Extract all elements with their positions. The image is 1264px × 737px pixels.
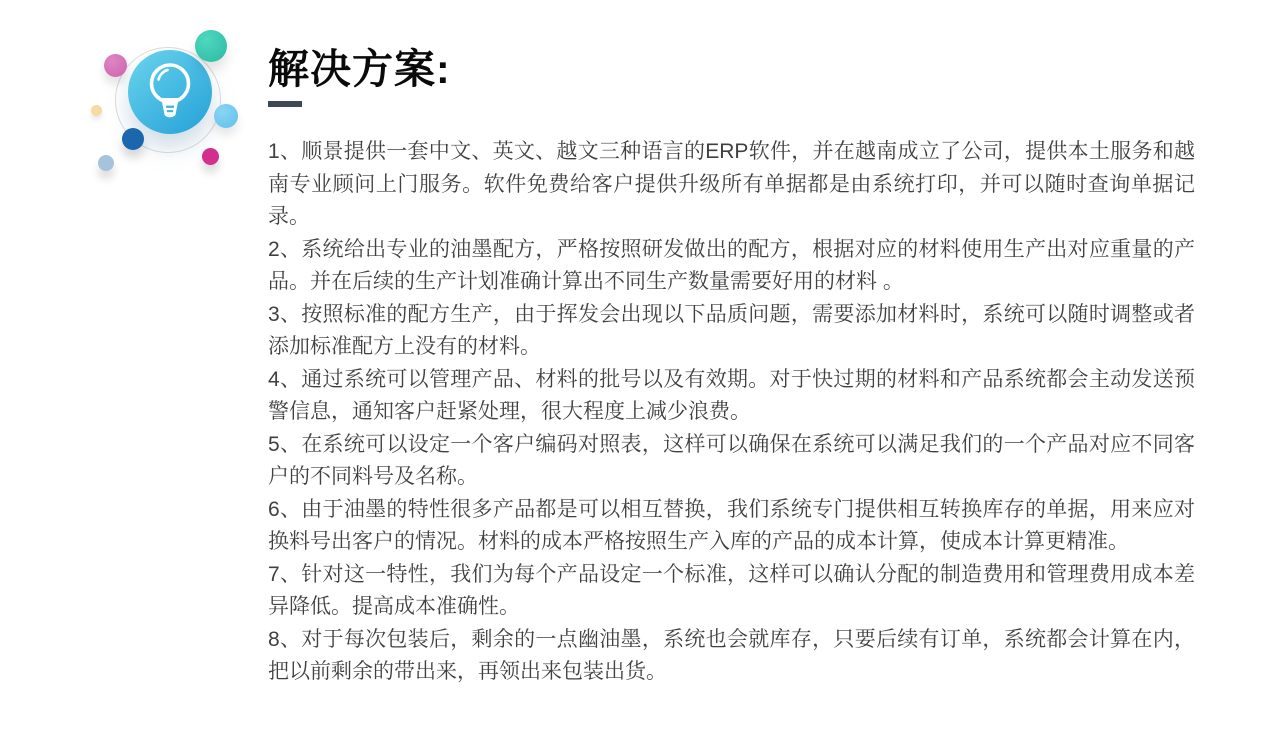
cream-dot: [91, 105, 102, 116]
dark-blue-dot: [122, 128, 144, 150]
teal-dot: [195, 30, 227, 62]
page-title: 解决方案:: [268, 46, 451, 92]
solution-item-3: 3、按照标准的配方生产，由于挥发会出现以下品质问题，需要添加材料时，系统可以随时调整或者添加标准配方上没有的材料。: [268, 302, 1195, 358]
solution-item-5: 5、在系统可以设定一个客户编码对照表，这样可以确保在系统可以满足我们的一个产品对应不同客户的不同料号及名称。: [268, 432, 1195, 488]
lightbulb-circle: [128, 50, 212, 134]
magenta-dot: [202, 148, 219, 165]
solution-item-4: 4、通过系统可以管理产品、材料的批号以及有效期。对于快过期的材料和产品系统都会主动发送预警信息，通知客户赶紧处理，很大程度上减少浪费。: [268, 367, 1195, 423]
steel-blue-dot: [98, 155, 114, 171]
title-underline: [268, 101, 302, 107]
pink-dot: [104, 54, 127, 77]
solution-list: [268, 136, 1195, 689]
solution-item-6: 6、由于油墨的特性很多产品都是可以相互替换，我们系统专门提供相互转换库存的单据，用来应对换料号出客户的情况。材料的成本严格按照生产入库的产品的成本计算，使成本计算更精准。: [268, 497, 1195, 553]
solution-content: [268, 46, 1195, 689]
solution-item-7: 7、针对这一特性，我们为每个产品设定一个标准，这样可以确认分配的制造费用和管理费用成本差异降低。提高成本准确性。: [268, 562, 1195, 618]
solution-item-8: 8、对于每次包装后，剩余的一点幽油墨，系统也会就库存，只要后续有订单，系统都会计算在内，把以前剩余的带出来，再领出来包装出货。: [268, 627, 1195, 683]
lightbulb-decoration: [85, 25, 255, 205]
lightbulb-icon: [128, 50, 212, 134]
solution-item-2: 2、系统给出专业的油墨配方，严格按照研发做出的配方，根据对应的材料使用生产出对应重量的产品。并在后续的生产计划准确计算出不同生产数量需要好用的材料 。: [268, 237, 1195, 293]
solution-item-1: 1、顺景提供一套中文、英文、越文三种语言的ERP软件，并在越南成立了公司，提供本土服务和越南专业顾问上门服务。软件免费给客户提供升级所有单据都是由系统打印，并可以随时查询单据记录。: [268, 140, 1195, 228]
light-blue-dot: [214, 104, 238, 128]
